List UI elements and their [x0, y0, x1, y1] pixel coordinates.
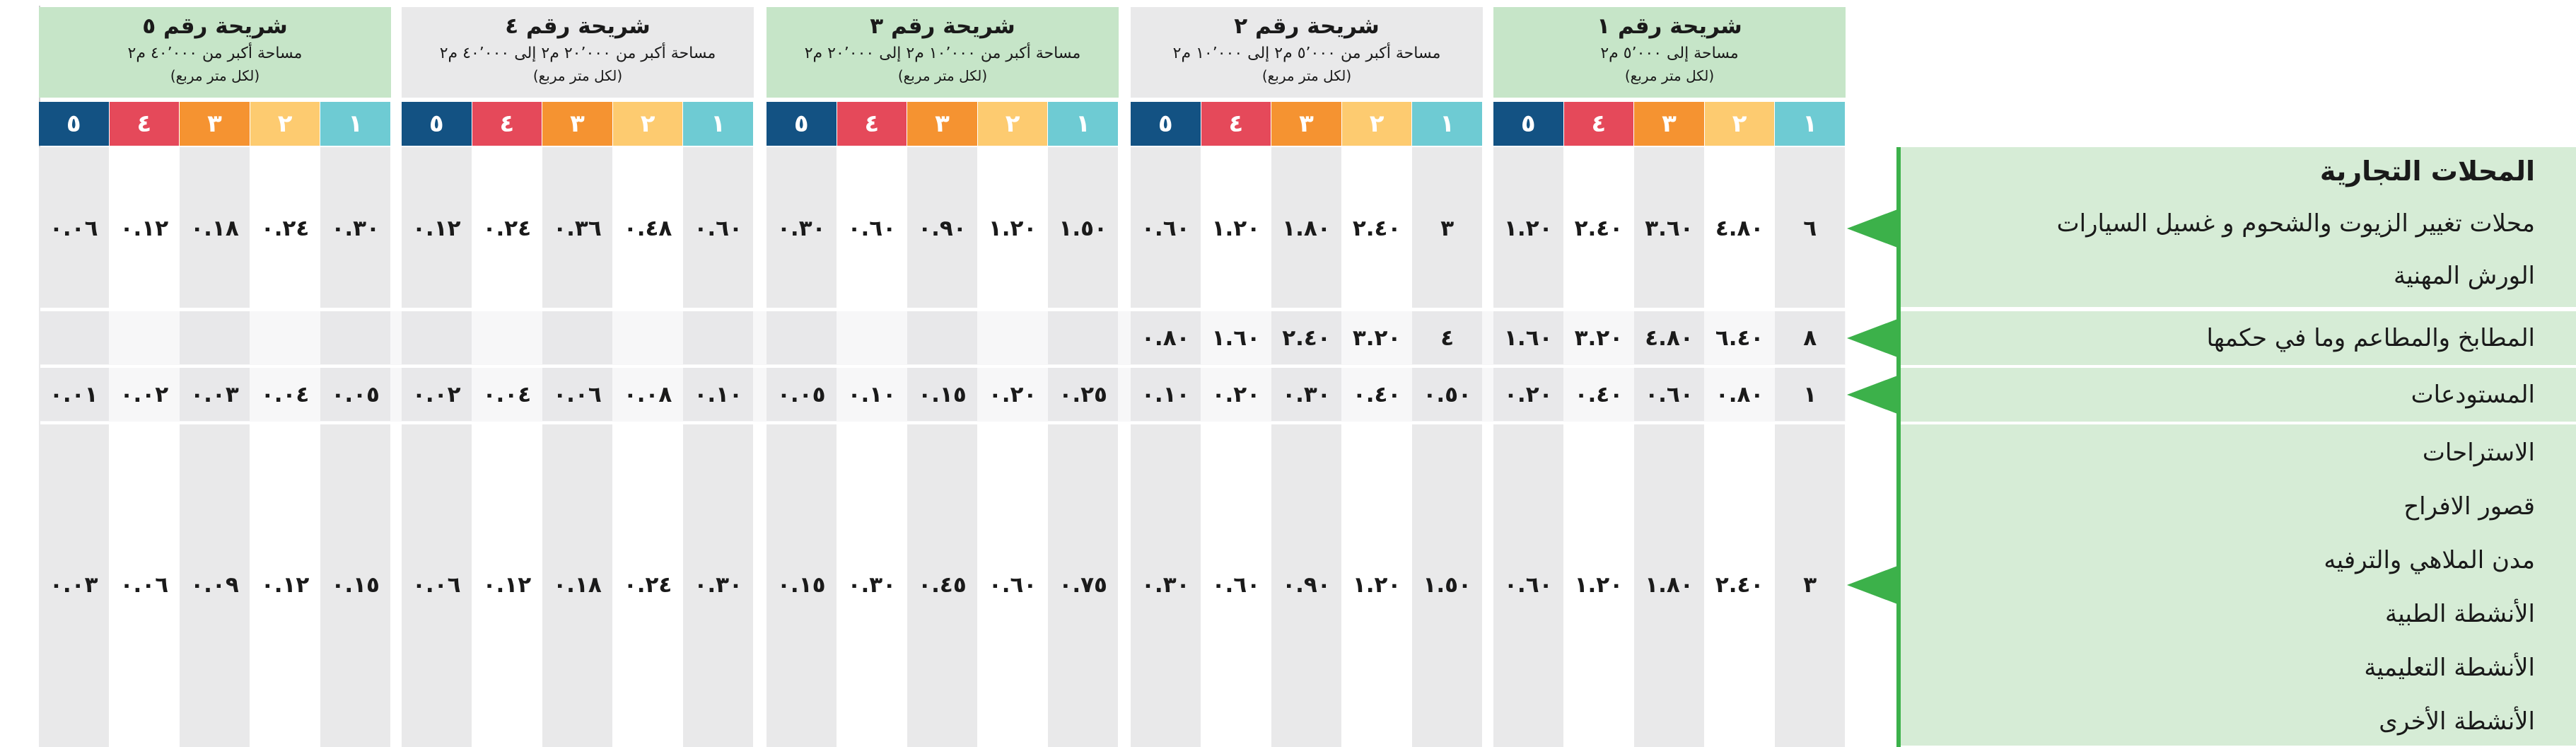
value-cell: ٠.٠٥ [777, 382, 826, 407]
tier-title: شريحة رقم ٢ [1234, 13, 1380, 39]
value-cell: ٠.٢٠ [1211, 382, 1261, 407]
level-header: ٣ [180, 102, 250, 146]
tier-header [767, 7, 1119, 98]
level-header: ٣ [542, 102, 612, 146]
value-cell: ٠.٤٠ [1352, 382, 1401, 407]
value-cell: ٠.٠٢ [120, 382, 169, 407]
value-cell: ٠.٠٦ [553, 382, 602, 407]
value-cell: ٠.٤٠ [1574, 382, 1624, 407]
value-cell: ٠.١٨ [190, 216, 239, 241]
level-header: ٥ [1131, 102, 1201, 146]
value-cell: ٠.١٥ [331, 572, 380, 598]
value-cell: ٠.٢٤ [482, 216, 532, 241]
value-cell: ٠.٧٥ [1059, 572, 1107, 598]
value-cell: ٠.٢٥ [1059, 382, 1107, 407]
value-cell: ٠.١٨ [553, 572, 602, 598]
level-header: ٢ [250, 102, 320, 146]
level-header: ٢ [613, 102, 683, 146]
value-cell: ٠.٣٦ [553, 216, 602, 241]
value-cell: ٠.٢٤ [623, 572, 672, 598]
value-cell: ٠.٠٤ [260, 382, 310, 407]
value-cell: ٤.٨٠ [1715, 216, 1764, 241]
value-cell: ١.٨٠ [1645, 572, 1694, 598]
value-cell: ٠.٤٨ [623, 216, 672, 241]
value-cell: ٠.٠١ [49, 382, 98, 407]
value-cell: ١.٢٠ [1574, 572, 1624, 598]
value-cell: ٢.٤٠ [1282, 325, 1331, 351]
value-cell: ٣.٢٠ [1574, 325, 1624, 351]
tier-subtitle: مساحة أكبر من ٥٬٠٠٠ م٢ إلى ١٠٬٠٠٠ م٢ [1172, 45, 1441, 62]
activity-label: المحلات التجارية [2319, 156, 2535, 187]
value-cell: ٠.١٠ [1141, 382, 1190, 407]
level-header: ٤ [837, 102, 907, 146]
value-cell: ٠.٨٠ [1141, 325, 1190, 351]
value-cell: ٠.٦٠ [694, 216, 742, 241]
activity-label: الأنشطة الطبية [2384, 600, 2535, 628]
activity-label: محلات تغيير الزيوت والشحوم و غسيل السيارات [2056, 209, 2535, 238]
value-cell: ٤ [1440, 325, 1455, 351]
level-header: ٤ [472, 102, 542, 146]
value-cell: ٠.٣٠ [331, 216, 380, 241]
tier-unit: (لكل متر مربع) [1624, 67, 1715, 84]
level-header: ٤ [110, 102, 180, 146]
value-cell: ٨ [1803, 325, 1817, 351]
value-cell: ٠.٦٠ [1504, 572, 1553, 598]
activity-label: مدن الملاهي والترفيه [2324, 546, 2535, 574]
value-cell: ٢.٤٠ [1352, 216, 1401, 241]
value-cell: ٠.٣٠ [777, 216, 826, 241]
value-cell: ٠.٤٥ [918, 572, 967, 598]
row-pointer-arrow [1847, 318, 1899, 358]
value-cell: ٠.٦٠ [1141, 216, 1190, 241]
level-header: ٥ [402, 102, 472, 146]
value-cell: ٠.١٢ [260, 572, 310, 598]
value-cell: ٠.١٢ [482, 572, 532, 598]
value-cell: ٤.٨٠ [1645, 325, 1694, 351]
value-cell: ٠.٠٤ [482, 382, 532, 407]
value-cell: ١ [1803, 382, 1817, 407]
value-cell: ٠.٠٣ [190, 382, 239, 407]
row-pointer-arrow [1847, 375, 1899, 415]
value-cell: ٠.٠٩ [190, 572, 239, 598]
activity-label: الأنشطة الأخرى [2379, 707, 2535, 736]
row-pointer-arrow [1847, 209, 1899, 248]
value-cell: ٠.١٠ [847, 382, 897, 407]
activity-panel [1899, 424, 2576, 746]
value-cell: ٦.٤٠ [1715, 325, 1764, 351]
value-cell: ٣ [1440, 216, 1455, 241]
value-cell: ١.٢٠ [1211, 216, 1261, 241]
level-header: ٤ [1201, 102, 1271, 146]
activity-label: المستودعات [2411, 381, 2535, 409]
tier-title: شريحة رقم ٥ [142, 13, 288, 39]
value-cell: ١.٦٠ [1504, 325, 1553, 351]
value-cell: ١.٢٠ [1352, 572, 1401, 598]
value-cell: ٢.٤٠ [1715, 572, 1764, 598]
level-header: ٤ [1564, 102, 1634, 146]
level-header: ٢ [978, 102, 1048, 146]
value-cell: ٣.٦٠ [1645, 216, 1694, 241]
value-cell: ٠.٦٠ [1211, 572, 1261, 598]
value-cell: ٠.٣٠ [1141, 572, 1190, 598]
value-cell: ٣.٢٠ [1352, 325, 1401, 351]
level-header: ٢ [1342, 102, 1412, 146]
value-cell: ٠.١٢ [412, 216, 461, 241]
value-cell: ٠.٩٠ [918, 216, 967, 241]
activity-label: الأنشطة التعليمية [2364, 654, 2535, 682]
value-cell: ٠.٠٢ [412, 382, 461, 407]
value-cell: ٠.٥٠ [1423, 382, 1471, 407]
level-header: ٣ [1271, 102, 1341, 146]
level-header: ١ [683, 102, 753, 146]
value-cell: ٠.٩٠ [1282, 572, 1331, 598]
value-cell: ١.٨٠ [1282, 216, 1331, 241]
value-cell: ١.٦٠ [1211, 325, 1261, 351]
tier-title: شريحة رقم ٤ [505, 13, 651, 39]
value-cell: ٠.٦٠ [847, 216, 897, 241]
tier-header [39, 7, 391, 98]
value-cell: ٣ [1803, 572, 1817, 598]
level-header: ١ [320, 102, 390, 146]
value-cell: ٠.٣٠ [1282, 382, 1331, 407]
value-cell: ٠.٠٦ [412, 572, 461, 598]
value-cell: ٠.٦٠ [1645, 382, 1694, 407]
activity-label: الورش المهنية [2394, 262, 2535, 290]
value-cell: ٠.٣٠ [694, 572, 742, 598]
tier-subtitle: مساحة إلى ٥٬٠٠٠ م٢ [1600, 45, 1739, 62]
value-cell: ٠.١٥ [777, 572, 826, 598]
value-cell: ٢.٤٠ [1574, 216, 1624, 241]
activity-label: المطابخ والمطاعم وما في حكمها [2206, 324, 2535, 352]
tier-header [1131, 7, 1483, 98]
value-cell: ٠.١٥ [918, 382, 967, 407]
tier-header [402, 7, 754, 98]
tier-subtitle: مساحة أكبر من ٢٠٬٠٠٠ م٢ إلى ٤٠٬٠٠٠ م٢ [439, 45, 716, 62]
level-header: ١ [1048, 102, 1118, 146]
level-header: ٣ [1634, 102, 1704, 146]
tier-header [1493, 7, 1846, 98]
row-pointer-arrow [1847, 565, 1899, 605]
tier-unit: (لكل متر مربع) [170, 67, 260, 84]
value-cell: ١.٥٠ [1423, 572, 1471, 598]
level-header: ٣ [907, 102, 977, 146]
activity-divider [1896, 147, 1901, 747]
level-header: ١ [1775, 102, 1845, 146]
value-cell: ٠.٦٠ [988, 572, 1037, 598]
tier-title: شريحة رقم ١ [1597, 13, 1742, 39]
level-header: ١ [1412, 102, 1482, 146]
tier-subtitle: مساحة أكبر من ٤٠٬٠٠٠ م٢ [127, 45, 303, 62]
value-cell: ١.٢٠ [1504, 216, 1553, 241]
tier-unit: (لكل متر مربع) [897, 67, 988, 84]
level-header: ٥ [39, 102, 109, 146]
activity-label: قصور الافراح [2403, 492, 2535, 521]
tier-title: شريحة رقم ٣ [870, 13, 1015, 39]
value-cell: ٠.٢٤ [260, 216, 310, 241]
value-cell: ٠.٢٠ [1504, 382, 1553, 407]
value-cell: ٠.٠٦ [120, 572, 169, 598]
value-cell: ٠.٣٠ [847, 572, 897, 598]
level-header: ٥ [1493, 102, 1563, 146]
value-cell: ٠.٢٠ [988, 382, 1037, 407]
tier-unit: (لكل متر مربع) [1261, 67, 1352, 84]
tier-unit: (لكل متر مربع) [532, 67, 623, 84]
tier-subtitle: مساحة أكبر من ١٠٬٠٠٠ م٢ إلى ٢٠٬٠٠٠ م٢ [804, 45, 1081, 62]
value-cell: ٠.٠٦ [49, 216, 98, 241]
value-cell: ٠.١٢ [120, 216, 169, 241]
value-cell: ٠.٠٣ [49, 572, 98, 598]
activity-label: الاستراحات [2422, 439, 2535, 467]
value-cell: ٠.٠٥ [331, 382, 380, 407]
value-cell: ١.٢٠ [988, 216, 1037, 241]
value-cell: ٠.١٠ [694, 382, 742, 407]
level-header: ٢ [1705, 102, 1775, 146]
value-cell: ٦ [1803, 216, 1817, 241]
value-cell: ٠.٠٨ [623, 382, 672, 407]
level-header: ٥ [767, 102, 837, 146]
value-cell: ١.٥٠ [1059, 216, 1107, 241]
value-cell: ٠.٨٠ [1715, 382, 1764, 407]
